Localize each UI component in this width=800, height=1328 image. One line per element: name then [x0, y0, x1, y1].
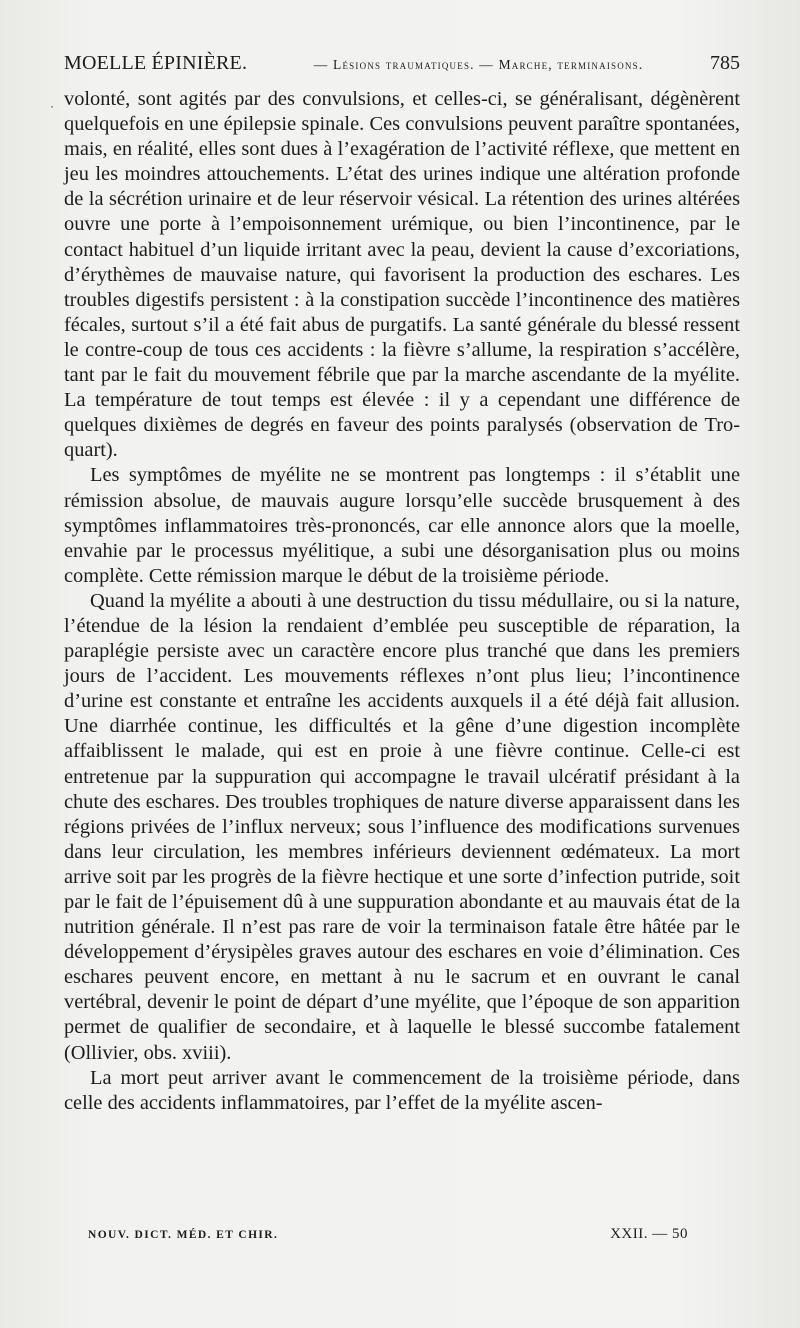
page-footer	[88, 1226, 688, 1248]
paragraph-4: La mort peut arriver avant le commencement de la troisième période, dans celle des accidents inflammatoires, par l’effet de la myélite ascen-	[64, 1066, 740, 1114]
footer-signature: NOUV. DICT. MÉD. ET CHIR.	[88, 1229, 279, 1241]
page-number: 785	[710, 52, 740, 74]
header-section: — Lésions traumatiques. — Marche, terminaisons.	[313, 57, 644, 72]
body-text	[64, 87, 740, 1116]
margin-mark-icon: ⋅	[50, 100, 55, 114]
running-header	[64, 52, 740, 74]
paragraph-2: Les symptômes de myélite ne se montrent pas longtemps : il s’établit une rémission absolue, de mauvais augure lorsqu’elle succède brusquement à des symptômes inflammatoires très-prononcés, car elle annonce alors que la moelle, envahie par le processus myélitique, a subi une désorganisation plus ou moins complète. Cette rémission marque le début de la troisième période.	[64, 464, 740, 587]
paragraph-1: volonté, sont agités par des convulsions, et celles-ci, se généralisant, dégènèrent quelquefois en une épilepsie spinale. Ces convulsions peuvent paraître spontanées, mais, en réalité, elles sont dues à l’exagération de l’activité réflexe, que mettent en jeu les moindres attouchements. L’état des urines indique une altération profonde de la sécrétion urinaire et de leur réservoir vésical. La rétention des urines altérées ouvre une porte à l’empoisonnement urémique, ou bien l’incontinence, par le contact habituel d’un liquide irritant avec la peau, devient la cause d’excoriations, d’érythèmes de mauvaise nature, qui favorisent la production des eschares. Les troubles digestifs persistent : à la constipation succède l’incontinence des matières fécales, surtout s’il a été fait abus de purgatifs. La santé générale du blessé ressent le contre-coup de tous ces accidents : la fièvre s’allume, la respiration s’accélère, tant par le fait du mouvement fébrile que par la marche ascendante de la myélite. La température de tout temps est élevée : il y a cependant une différence de quelques dixièmes de degrés en faveur des points paralysés (observation de Troquart).	[64, 88, 740, 462]
footer-volume: XXII. — 50	[610, 1226, 688, 1242]
header-title: MOELLE ÉPINIÈRE.	[64, 52, 248, 74]
paragraph-3: Quand la myélite a abouti à une destruction du tissu médullaire, ou si la nature, l’étendue de la lésion la rendaient d’emblée peu susceptible de réparation, la paraplégie persiste avec un caractère encore plus tranché que dans les premiers jours de l’accident. Les mouvements réflexes n’ont plus lieu; l’incontinence d’urine est constante et entraîne les accidents auxquels il a été déjà fait allusion. Une diarrhée continue, les difficultés et la gêne d’une digestion incomplète affaiblissent le malade, qui est en proie à une fièvre continue. Celle-ci est entretenue par la suppuration qui accompagne le travail ulcératif présidant à la chute des eschares. Des troubles trophiques de nature diverse apparaissent dans les régions privées de l’influx nerveux; sous l’influence des modifications survenues dans leur circulation, les membres inférieurs deviennent œdémateux. La mort arrive soit par les progrès de la fièvre hectique et une sorte d’infection putride, soit par le fait de l’épuisement dû à une suppuration abondante et au mauvais état de la nutrition générale. Il n’est pas rare de voir la terminaison fatale être hâtée par le développement d’érysipèles graves autour des eschares en voie d’élimination. Ces eschares peuvent encore, en mettant à nu le sacrum et en ouvrant le canal vertébral, devenir le point de départ d’une myélite, que l’époque de son apparition permet de qualifier de secondaire, et à laquelle le blessé succombe fatalement (Ollivier, obs. xviii).	[64, 589, 740, 1064]
